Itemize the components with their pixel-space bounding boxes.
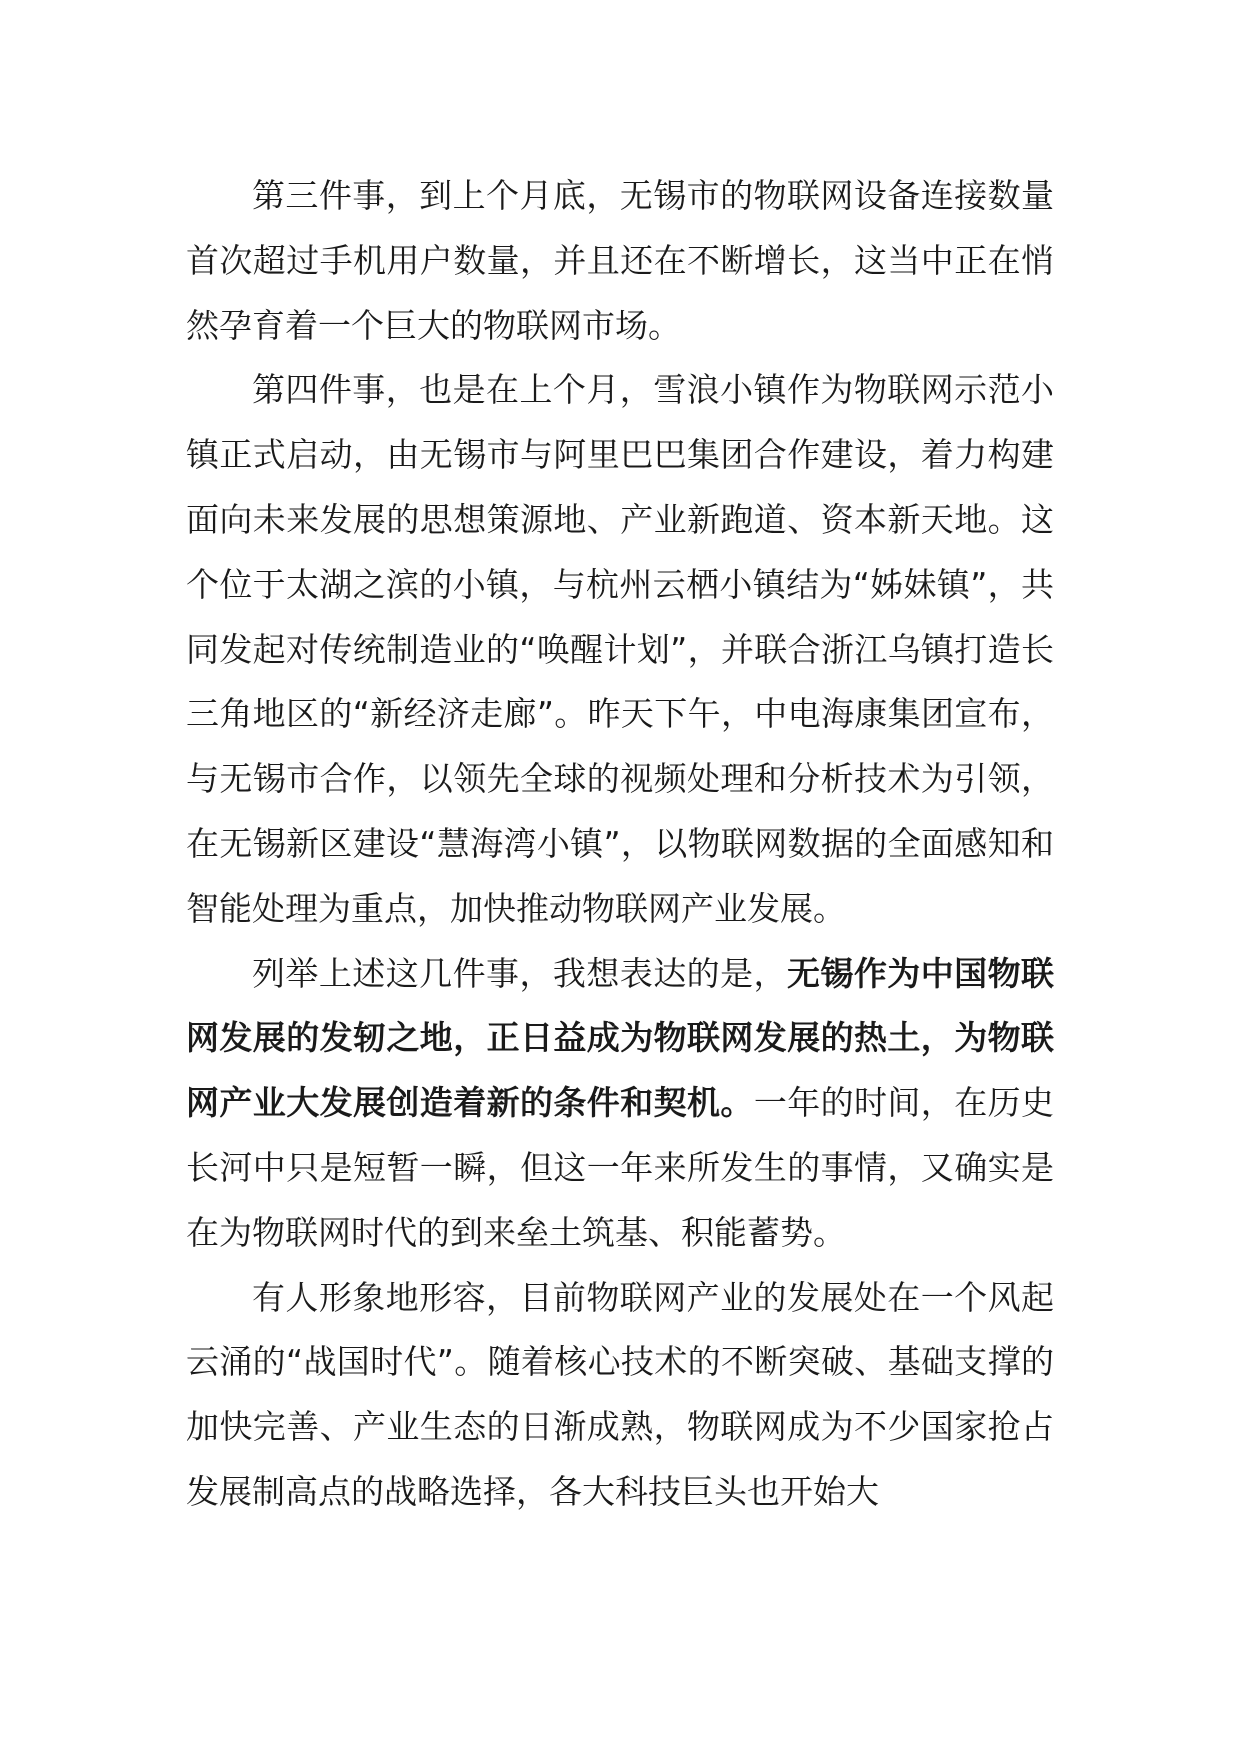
summary-bold-statement: 无锡作为中国物联网发展的发轫之地，正日益成为物联网发展的热土，为物联网产业大发展创造着新的条件和契机。 — [186, 953, 1055, 1123]
paragraph-third-event: 第三件事，到上个月底，无锡市的物联网设备连接数量首次超过手机用户数量，并且还在不断增长，这当中正在悄然孕育着一个巨大的物联网市场。 — [186, 176, 1054, 345]
summary-intro-text: 列举上述这几件事，我想表达的是， — [252, 953, 787, 993]
paragraph-summary — [186, 942, 1054, 1266]
paragraph-warring-states: 有人形象地形容，目前物联网产业的发展处在一个风起云涌的“战国时代”。随着核心技术的不断突破、基础支撑的加快完善、产业生态的日渐成熟，物联网成为不少国家抢占发展制高点的战略选择，各大科技巨头也开始大 — [186, 1277, 1054, 1511]
document-body — [186, 164, 1054, 1525]
summary-closing-text: 一年的时间，在历史长河中只是短暂一瞬，但这一年来所发生的事情，又确实是在为物联网时代的到来垒土筑基、积能蓄势。 — [186, 1083, 1055, 1252]
paragraph-fourth-event: 第四件事，也是在上个月，雪浪小镇作为物联网示范小镇正式启动，由无锡市与阿里巴巴集团合作建设，着力构建面向未来发展的思想策源地、产业新跑道、资本新天地。这个位于太湖之滨的小镇，与杭州云栖小镇结为“姊妹镇”，共同发起对传统制造业的“唤醒计划”，并联合浙江乌镇打造长三角地区的“新经济走廊”。昨天下午，中电海康集团宣布，与无锡市合作，以领先全球的视频处理和分析技术为引领，在无锡新区建设“慧海湾小镇”，以物联网数据的全面感知和智能处理为重点，加快推动物联网产业发展。 — [186, 370, 1054, 928]
